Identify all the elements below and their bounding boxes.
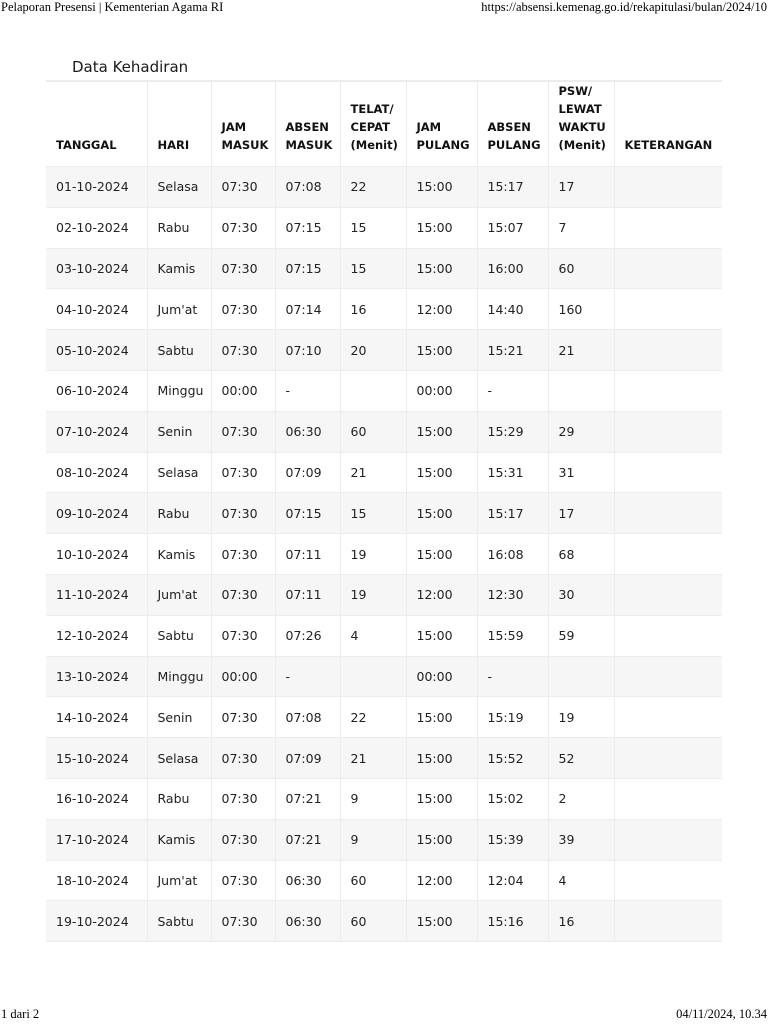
cell-psw-lewat-waktu	[548, 370, 614, 411]
column-header-line: MASUK	[285, 138, 333, 152]
cell-keterangan	[614, 289, 722, 330]
cell-jam-pulang: 15:00	[406, 901, 477, 942]
cell-telat-cepat: 15	[340, 493, 406, 534]
cell-jam-pulang: 15:00	[406, 167, 477, 208]
cell-tanggal: 10-10-2024	[46, 534, 147, 575]
cell-absen-pulang: 15:39	[477, 819, 548, 860]
cell-jam-masuk: 07:30	[211, 534, 275, 575]
cell-jam-pulang: 15:00	[406, 330, 477, 371]
cell-tanggal: 14-10-2024	[46, 697, 147, 738]
cell-psw-lewat-waktu: 39	[548, 819, 614, 860]
cell-keterangan	[614, 493, 722, 534]
cell-psw-lewat-waktu: 17	[548, 493, 614, 534]
cell-absen-masuk: 07:14	[275, 289, 340, 330]
column-header-telat-cepat	[340, 82, 406, 167]
cell-absen-masuk: 07:10	[275, 330, 340, 371]
attendance-table	[46, 81, 722, 942]
cell-keterangan	[614, 697, 722, 738]
column-header-line: (Menit)	[350, 138, 398, 152]
cell-jam-pulang: 15:00	[406, 615, 477, 656]
cell-absen-pulang: 16:00	[477, 248, 548, 289]
cell-hari: Senin	[147, 697, 211, 738]
table-row	[46, 860, 722, 901]
column-header-keterangan	[614, 82, 722, 167]
table-header	[46, 82, 722, 167]
cell-hari: Rabu	[147, 778, 211, 819]
cell-absen-pulang: 15:29	[477, 411, 548, 452]
cell-absen-masuk: 07:15	[275, 207, 340, 248]
cell-tanggal: 01-10-2024	[46, 167, 147, 208]
print-footer	[0, 1008, 768, 1024]
table-row	[46, 778, 722, 819]
column-header-line: TELAT/	[350, 102, 394, 116]
cell-jam-masuk: 07:30	[211, 860, 275, 901]
cell-absen-masuk: 07:08	[275, 167, 340, 208]
cell-psw-lewat-waktu: 7	[548, 207, 614, 248]
cell-tanggal: 05-10-2024	[46, 330, 147, 371]
cell-telat-cepat: 21	[340, 452, 406, 493]
column-header-line: TANGGAL	[56, 138, 117, 152]
cell-tanggal: 15-10-2024	[46, 738, 147, 779]
cell-tanggal: 07-10-2024	[46, 411, 147, 452]
cell-hari: Kamis	[147, 534, 211, 575]
cell-absen-pulang: 15:17	[477, 167, 548, 208]
cell-tanggal: 17-10-2024	[46, 819, 147, 860]
cell-telat-cepat: 22	[340, 167, 406, 208]
column-header-line: PULANG	[487, 138, 541, 152]
cell-hari: Jum'at	[147, 289, 211, 330]
column-header-line: JAM	[416, 120, 442, 134]
cell-jam-masuk: 07:30	[211, 493, 275, 534]
cell-jam-masuk: 07:30	[211, 615, 275, 656]
cell-absen-masuk: 06:30	[275, 860, 340, 901]
cell-telat-cepat: 60	[340, 860, 406, 901]
cell-tanggal: 06-10-2024	[46, 370, 147, 411]
column-header-line: MASUK	[221, 138, 269, 152]
table-row	[46, 656, 722, 697]
cell-keterangan	[614, 656, 722, 697]
cell-jam-masuk: 07:30	[211, 330, 275, 371]
cell-absen-pulang: 12:04	[477, 860, 548, 901]
table-row	[46, 738, 722, 779]
cell-absen-masuk: 07:21	[275, 819, 340, 860]
page-url[interactable]: https://absensi.kemenag.go.id/rekapitulasi/bulan/2024/10	[481, 0, 767, 14]
cell-tanggal: 12-10-2024	[46, 615, 147, 656]
cell-hari: Sabtu	[147, 615, 211, 656]
cell-hari: Sabtu	[147, 330, 211, 371]
table-row	[46, 901, 722, 942]
column-header-line: WAKTU	[558, 120, 606, 134]
cell-tanggal: 08-10-2024	[46, 452, 147, 493]
cell-absen-pulang: 15:52	[477, 738, 548, 779]
cell-psw-lewat-waktu: 31	[548, 452, 614, 493]
cell-keterangan	[614, 167, 722, 208]
cell-telat-cepat: 16	[340, 289, 406, 330]
cell-psw-lewat-waktu: 29	[548, 411, 614, 452]
cell-telat-cepat: 9	[340, 778, 406, 819]
cell-hari: Selasa	[147, 167, 211, 208]
cell-jam-pulang: 00:00	[406, 656, 477, 697]
cell-absen-masuk: 07:08	[275, 697, 340, 738]
table-body	[46, 167, 722, 942]
cell-tanggal: 03-10-2024	[46, 248, 147, 289]
cell-jam-masuk: 07:30	[211, 778, 275, 819]
cell-hari: Jum'at	[147, 574, 211, 615]
cell-psw-lewat-waktu: 2	[548, 778, 614, 819]
cell-absen-pulang: 15:21	[477, 330, 548, 371]
column-header-line: ABSEN	[487, 120, 531, 134]
cell-psw-lewat-waktu: 4	[548, 860, 614, 901]
cell-hari: Kamis	[147, 819, 211, 860]
cell-telat-cepat: 20	[340, 330, 406, 371]
cell-jam-pulang: 12:00	[406, 289, 477, 330]
cell-jam-pulang: 15:00	[406, 697, 477, 738]
column-header-line: PSW/	[558, 84, 593, 98]
cell-keterangan	[614, 819, 722, 860]
cell-psw-lewat-waktu: 21	[548, 330, 614, 371]
table-row	[46, 819, 722, 860]
column-header-psw-lewat-waktu	[548, 82, 614, 167]
cell-absen-pulang: 15:59	[477, 615, 548, 656]
column-header-absen-pulang	[477, 82, 548, 167]
cell-hari: Rabu	[147, 493, 211, 534]
cell-tanggal: 02-10-2024	[46, 207, 147, 248]
cell-absen-pulang: 14:40	[477, 289, 548, 330]
column-header-line: LEWAT	[558, 102, 602, 116]
cell-jam-pulang: 15:00	[406, 248, 477, 289]
column-header-tanggal	[46, 82, 147, 167]
cell-hari: Selasa	[147, 452, 211, 493]
cell-jam-masuk: 07:30	[211, 574, 275, 615]
cell-telat-cepat: 60	[340, 411, 406, 452]
cell-jam-pulang: 12:00	[406, 860, 477, 901]
cell-absen-pulang: 15:19	[477, 697, 548, 738]
table-row	[46, 289, 722, 330]
cell-keterangan	[614, 452, 722, 493]
table-row	[46, 452, 722, 493]
cell-jam-pulang: 15:00	[406, 819, 477, 860]
cell-keterangan	[614, 574, 722, 615]
cell-jam-pulang: 15:00	[406, 207, 477, 248]
cell-absen-pulang: 12:30	[477, 574, 548, 615]
print-datetime: 04/11/2024, 10.34	[676, 1007, 767, 1021]
cell-telat-cepat: 19	[340, 574, 406, 615]
cell-jam-pulang: 15:00	[406, 493, 477, 534]
column-header-line: KETERANGAN	[624, 138, 713, 152]
cell-telat-cepat: 21	[340, 738, 406, 779]
cell-hari: Jum'at	[147, 860, 211, 901]
cell-telat-cepat: 9	[340, 819, 406, 860]
table-row	[46, 615, 722, 656]
cell-keterangan	[614, 370, 722, 411]
cell-absen-masuk: -	[275, 370, 340, 411]
cell-keterangan	[614, 330, 722, 371]
cell-hari: Minggu	[147, 370, 211, 411]
cell-telat-cepat: 22	[340, 697, 406, 738]
cell-psw-lewat-waktu: 30	[548, 574, 614, 615]
cell-telat-cepat: 4	[340, 615, 406, 656]
page-number: 1 dari 2	[1, 1007, 40, 1021]
cell-keterangan	[614, 534, 722, 575]
column-header-absen-masuk	[275, 82, 340, 167]
cell-psw-lewat-waktu: 17	[548, 167, 614, 208]
table-row	[46, 493, 722, 534]
cell-psw-lewat-waktu: 16	[548, 901, 614, 942]
table-row	[46, 370, 722, 411]
cell-absen-masuk: 07:26	[275, 615, 340, 656]
cell-tanggal: 16-10-2024	[46, 778, 147, 819]
cell-absen-masuk: 07:15	[275, 248, 340, 289]
cell-tanggal: 19-10-2024	[46, 901, 147, 942]
column-header-line: ABSEN	[285, 120, 329, 134]
cell-psw-lewat-waktu	[548, 656, 614, 697]
cell-absen-pulang: 15:16	[477, 901, 548, 942]
cell-jam-masuk: 07:30	[211, 289, 275, 330]
table-row	[46, 534, 722, 575]
cell-absen-pulang: -	[477, 656, 548, 697]
cell-absen-masuk: -	[275, 656, 340, 697]
column-header-jam-pulang	[406, 82, 477, 167]
cell-hari: Senin	[147, 411, 211, 452]
cell-jam-masuk: 00:00	[211, 656, 275, 697]
cell-psw-lewat-waktu: 160	[548, 289, 614, 330]
attendance-card	[46, 54, 722, 942]
cell-jam-masuk: 07:30	[211, 207, 275, 248]
cell-absen-masuk: 07:11	[275, 574, 340, 615]
cell-keterangan	[614, 901, 722, 942]
cell-tanggal: 18-10-2024	[46, 860, 147, 901]
cell-jam-masuk: 07:30	[211, 819, 275, 860]
cell-absen-masuk: 07:09	[275, 738, 340, 779]
column-header-hari	[147, 82, 211, 167]
cell-absen-pulang: 15:07	[477, 207, 548, 248]
table-row	[46, 411, 722, 452]
cell-psw-lewat-waktu: 59	[548, 615, 614, 656]
cell-telat-cepat: 19	[340, 534, 406, 575]
cell-jam-masuk: 07:30	[211, 697, 275, 738]
column-header-line: HARI	[157, 138, 190, 152]
cell-keterangan	[614, 778, 722, 819]
cell-telat-cepat	[340, 656, 406, 697]
cell-tanggal: 04-10-2024	[46, 289, 147, 330]
cell-hari: Selasa	[147, 738, 211, 779]
column-header-line: JAM	[221, 120, 247, 134]
cell-psw-lewat-waktu: 52	[548, 738, 614, 779]
cell-keterangan	[614, 860, 722, 901]
cell-tanggal: 13-10-2024	[46, 656, 147, 697]
card-title: Data Kehadiran	[46, 54, 722, 81]
cell-absen-pulang: 15:31	[477, 452, 548, 493]
page-title: Pelaporan Presensi | Kementerian Agama RI	[1, 0, 224, 14]
cell-psw-lewat-waktu: 60	[548, 248, 614, 289]
cell-jam-pulang: 15:00	[406, 452, 477, 493]
table-row	[46, 248, 722, 289]
cell-keterangan	[614, 411, 722, 452]
cell-absen-pulang: -	[477, 370, 548, 411]
column-header-line: (Menit)	[558, 138, 606, 152]
cell-psw-lewat-waktu: 19	[548, 697, 614, 738]
cell-jam-pulang: 00:00	[406, 370, 477, 411]
cell-hari: Minggu	[147, 656, 211, 697]
cell-telat-cepat: 15	[340, 207, 406, 248]
cell-keterangan	[614, 207, 722, 248]
cell-absen-pulang: 15:17	[477, 493, 548, 534]
cell-jam-masuk: 07:30	[211, 167, 275, 208]
cell-jam-pulang: 12:00	[406, 574, 477, 615]
cell-jam-masuk: 07:30	[211, 452, 275, 493]
table-row	[46, 167, 722, 208]
cell-keterangan	[614, 615, 722, 656]
cell-hari: Rabu	[147, 207, 211, 248]
cell-absen-pulang: 15:02	[477, 778, 548, 819]
cell-absen-masuk: 07:15	[275, 493, 340, 534]
cell-jam-masuk: 07:30	[211, 738, 275, 779]
cell-telat-cepat: 60	[340, 901, 406, 942]
print-header	[0, 0, 768, 18]
cell-jam-pulang: 15:00	[406, 778, 477, 819]
cell-jam-pulang: 15:00	[406, 738, 477, 779]
cell-absen-masuk: 07:11	[275, 534, 340, 575]
table-row	[46, 697, 722, 738]
column-header-line: CEPAT	[350, 120, 391, 134]
cell-keterangan	[614, 248, 722, 289]
cell-absen-masuk: 06:30	[275, 411, 340, 452]
cell-jam-masuk: 00:00	[211, 370, 275, 411]
cell-absen-masuk: 06:30	[275, 901, 340, 942]
cell-tanggal: 09-10-2024	[46, 493, 147, 534]
cell-hari: Kamis	[147, 248, 211, 289]
cell-jam-pulang: 15:00	[406, 411, 477, 452]
cell-absen-masuk: 07:21	[275, 778, 340, 819]
cell-keterangan	[614, 738, 722, 779]
cell-jam-masuk: 07:30	[211, 411, 275, 452]
cell-telat-cepat	[340, 370, 406, 411]
column-header-line: PULANG	[416, 138, 470, 152]
header-row	[46, 82, 722, 167]
cell-hari: Sabtu	[147, 901, 211, 942]
cell-absen-pulang: 16:08	[477, 534, 548, 575]
cell-telat-cepat: 15	[340, 248, 406, 289]
cell-absen-masuk: 07:09	[275, 452, 340, 493]
cell-jam-masuk: 07:30	[211, 248, 275, 289]
cell-jam-pulang: 15:00	[406, 534, 477, 575]
table-row	[46, 207, 722, 248]
cell-psw-lewat-waktu: 68	[548, 534, 614, 575]
column-header-jam-masuk	[211, 82, 275, 167]
table-row	[46, 574, 722, 615]
table-row	[46, 330, 722, 371]
cell-jam-masuk: 07:30	[211, 901, 275, 942]
cell-tanggal: 11-10-2024	[46, 574, 147, 615]
